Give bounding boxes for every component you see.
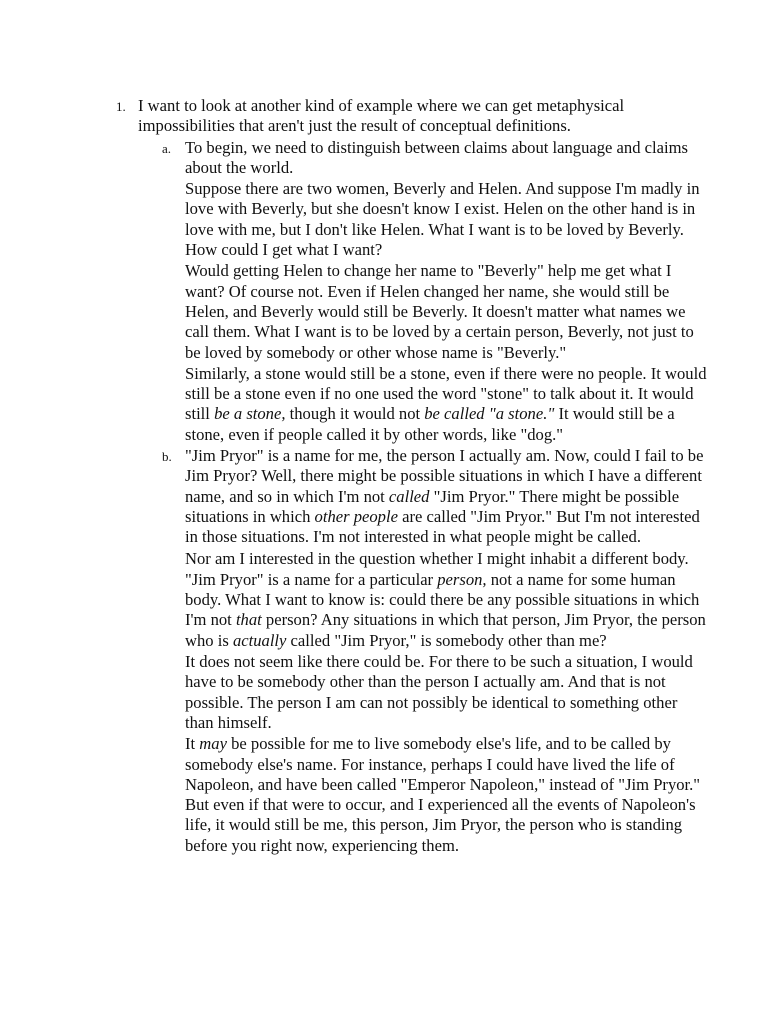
list-item-1-text: I want to look at another kind of example where we can get metaphysical impossibilities that aren't just the result of conceptual definitions. bbox=[138, 96, 625, 136]
text-run: though it would not bbox=[285, 404, 425, 424]
text-run: To begin, we need to distinguish between claims about language and claims about the world. bbox=[185, 137, 688, 177]
paragraph bbox=[185, 734, 709, 856]
paragraph bbox=[185, 364, 709, 445]
sub-item-a bbox=[138, 138, 706, 445]
text-run: be possible for me to live somebody else's life, and to be called by somebody else's name. For instance, perhaps I could have lived the life of Napoleon, and have been called "Emperor Napoleon," instead of "Jim Pryor." But even if that were to occur, and I experienced all the events of Napoleon's life, it would still be me, this person, Jim Pryor, the person who is standing before you right now, experiencing them. bbox=[185, 734, 701, 855]
text-run: not a name for some human body. What I want to know is: could there be any possible situations in which I'm not bbox=[185, 569, 700, 630]
paragraph bbox=[185, 549, 709, 569]
paragraph bbox=[185, 570, 709, 651]
paragraph bbox=[185, 138, 709, 179]
text-run: "Jim Pryor" is a name for a particular bbox=[185, 569, 438, 589]
text-run: It bbox=[185, 734, 200, 754]
italic-text: be called "a stone." bbox=[424, 404, 555, 424]
text-run: "Jim Pryor" is a name for me, the person I actually am. Now, could I fail to be Jim Pryor? Well, there might be possible situations in which I have a different name, and so in which I'm not bbox=[185, 446, 704, 506]
sub-item-a-body bbox=[185, 138, 709, 445]
sub-item-letter: a. bbox=[162, 140, 172, 156]
text-run: It would still be a stone, even if people called it by other words, like "dog." bbox=[185, 404, 675, 444]
italic-text: actually bbox=[232, 630, 287, 650]
text-run: called "Jim Pryor," is somebody other than me? bbox=[286, 630, 607, 650]
sub-item-b bbox=[138, 446, 706, 856]
list-item-1 bbox=[116, 96, 706, 857]
text-run: Suppose there are two women, Beverly and Helen. And suppose I'm madly in love with Beverly, but she doesn't know I exist. Helen on the other hand is in love with me, but I don't like Helen. What I want is to be loved by Beverly. How could I get what I want? bbox=[185, 179, 700, 260]
text-run: are called "Jim Pryor." But I'm not interested in those situations. I'm not interested in what people might be called. bbox=[185, 506, 700, 547]
italic-text: may bbox=[199, 734, 227, 754]
text-run: Similarly, a stone would still be a stone, even if there were no people. It would still be a stone even if no one used the word "stone" to talk about it. It would still bbox=[185, 363, 707, 424]
sub-item-letter: b. bbox=[162, 449, 172, 465]
italic-text: be a stone, bbox=[214, 404, 286, 424]
paragraph bbox=[185, 261, 709, 362]
paragraph bbox=[185, 179, 709, 260]
text-run: person? Any situations in which that person, Jim Pryor, the person who is bbox=[185, 610, 706, 650]
text-run: It does not seem like there could be. For there to be such a situation, I would have to be somebody other than the person I actually am. And that is not possible. The person I am can not possibly be identical to something other than himself. bbox=[185, 652, 693, 732]
italic-text: that bbox=[235, 610, 262, 630]
sub-item-b-body bbox=[185, 446, 709, 856]
italic-text: person, bbox=[437, 569, 487, 589]
paragraph bbox=[185, 652, 709, 733]
text-run: Would getting Helen to change her name to "Beverly" help me get what I want? Of course not. Even if Helen changed her name, she would still be Helen, and Beverly would still be Beverly. It doesn't matter what names we call them. What I want is to be loved by a certain person, Beverly, not just to be loved by somebody or other whose name is "Beverly." bbox=[185, 261, 694, 362]
list-number: 1. bbox=[116, 99, 126, 114]
text-run: Nor am I interested in the question whether I might inhabit a different body. bbox=[185, 548, 689, 568]
italic-text: other people bbox=[314, 506, 398, 526]
text-run: "Jim Pryor." There might be possible situations in which bbox=[185, 486, 680, 526]
paragraph bbox=[185, 446, 709, 547]
italic-text: called bbox=[388, 486, 430, 506]
